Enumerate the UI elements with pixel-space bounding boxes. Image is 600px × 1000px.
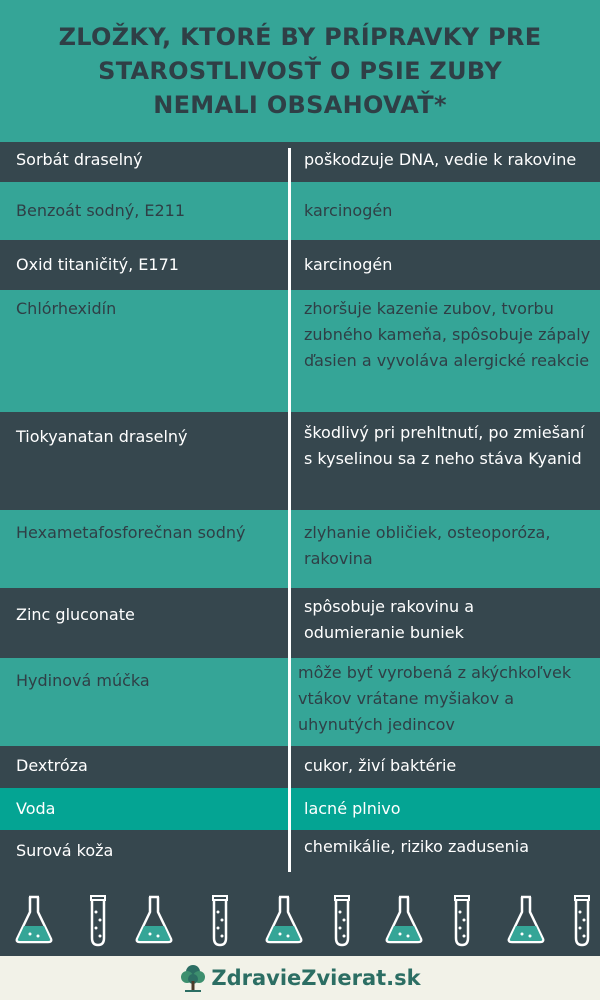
title-line-2: STAROSTLIVOSŤ O PSIE ZUBY — [98, 57, 502, 85]
effect-cell: zlyhanie obličiek, osteoporóza, rakovina — [304, 523, 551, 568]
test-tube-icon — [572, 894, 592, 948]
footer — [0, 956, 600, 1000]
test-tube-icon — [332, 894, 352, 948]
ingredient-cell: Zinc gluconate — [16, 605, 135, 624]
title-line-1: ZLOŽKY, KTORÉ BY PRÍPRAVKY PRE — [58, 23, 542, 51]
site-logo[interactable] — [179, 963, 420, 993]
ingredient-cell: Benzoát sodný, E211 — [16, 201, 186, 220]
table-row — [0, 412, 600, 510]
table-row — [0, 240, 600, 290]
header — [0, 0, 600, 142]
table-row — [0, 588, 600, 658]
table-row — [0, 510, 600, 588]
effect-cell: lacné plnivo — [304, 799, 401, 818]
ingredient-cell: Chlórhexidín — [16, 299, 117, 318]
ingredient-cell: Oxid titaničitý, E171 — [16, 255, 179, 274]
ingredients-table — [0, 142, 600, 878]
flask-icon — [384, 894, 424, 944]
ingredient-cell: Tiokyanatan draselný — [16, 427, 188, 446]
table-row — [0, 142, 600, 182]
flask-icon — [506, 894, 546, 944]
table-row — [0, 788, 600, 830]
lab-icons-strip — [0, 878, 600, 956]
table-row — [0, 182, 600, 240]
table-row — [0, 290, 600, 412]
ingredient-cell: Dextróza — [16, 756, 88, 775]
effect-cell: môže byť vyrobená z akýchkoľvek vtákov vrátane myšiakov a uhynutých jedincov — [298, 663, 572, 734]
effect-cell: chemikálie, riziko zadusenia — [304, 837, 530, 856]
ingredient-cell: Hydinová múčka — [16, 671, 150, 690]
column-divider — [288, 148, 291, 872]
title-line-3: NEMALI OBSAHOVAŤ* — [153, 91, 447, 119]
table-row — [0, 746, 600, 788]
flask-icon — [134, 894, 174, 944]
effect-cell: cukor, živí baktérie — [304, 756, 457, 775]
ingredient-cell: Voda — [16, 799, 56, 818]
ingredient-cell: Surová koža — [16, 841, 114, 860]
flask-icon — [14, 894, 54, 944]
effect-cell: karcinogén — [304, 255, 393, 274]
test-tube-icon — [88, 894, 108, 948]
ingredient-cell: Hexametafosforečnan sodný — [16, 523, 246, 542]
table-row — [0, 830, 600, 878]
flask-icon — [264, 894, 304, 944]
effect-cell: poškodzuje DNA, vedie k rakovine — [304, 150, 577, 169]
table-row — [0, 658, 600, 746]
ingredient-cell: Sorbát draselný — [16, 150, 143, 169]
tree-icon — [179, 963, 207, 993]
logo-text: ZdravieZvierat.sk — [211, 966, 421, 990]
effect-cell: škodlivý pri prehltnutí, po zmiešaní s kyselinou sa z neho stáva Kyanid — [304, 423, 585, 468]
effect-cell: spôsobuje rakovinu a odumieranie buniek — [304, 597, 475, 642]
test-tube-icon — [452, 894, 472, 948]
test-tube-icon — [210, 894, 230, 948]
effect-cell: zhoršuje kazenie zubov, tvorbu zubného kameňa, spôsobuje zápaly ďasien a vyvoláva alergické reakcie — [304, 299, 591, 370]
effect-cell: karcinogén — [304, 201, 393, 220]
